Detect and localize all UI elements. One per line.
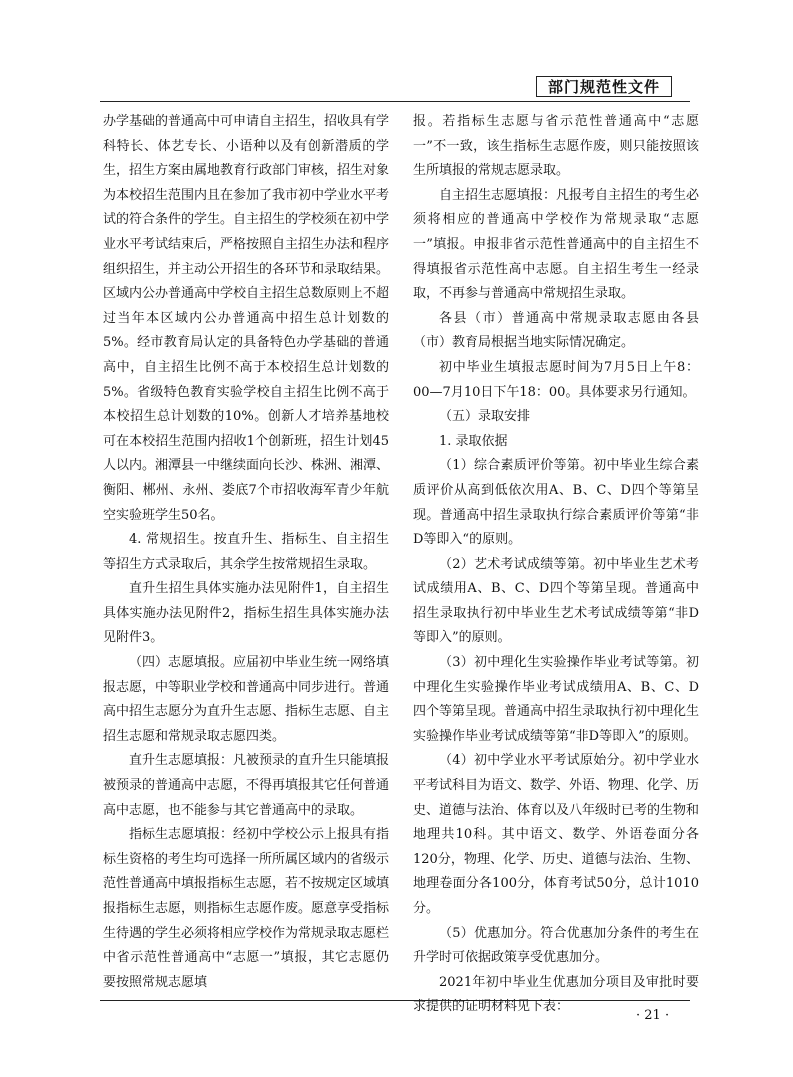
- paragraph: 2021年初中毕业生优惠加分项目及审批时要求提供的证明材料见下表：: [413, 974, 699, 1015]
- section-heading: （五）录取安排: [439, 409, 531, 425]
- paragraph: 指标生志愿填报：经初中学校公示上报具有指标生资格的考生均可选择一所所属区域内的省级示范性普通高中填报指标生志愿，若不按规定区域填报指标生志愿，则指标生志愿作废。愿意享受指标生待遇的学生必须将相应学校作为常规录取志愿栏中省示范性普通高中“志愿一”填报，其它志愿仍要按照常规志愿填: [103, 827, 390, 990]
- footer-rule: [100, 1000, 690, 1001]
- right-column: [413, 110, 699, 1020]
- paragraph: 办学基础的普通高中可申请自主招生，招收具有学科特长、体艺专长、小语种以及有创新潜质的学生，招生方案由属地教育行政部门审核，招生对象为本校招生范围内且在参加了我市初中学业水平考试的符合条件的学生。自主招生的学校须在初中学业水平考试结束后，严格按照自主招生办法和程序组织招生，并主动公开招生的各环节和录取结果。区域内公办普通高中学校自主招生总数原则上不超过当年本区域内公办普通高中招生总计划数的5%。经市教育局认定的具备特色办学基础的普通高中，自主招生比例不高于本校招生总计划数的5%。省级特色教育实验学校自主招生比例不高于本校招生总计划数的10%。创新人才培养基地校可在本校招生范围内招收1个创新班，招生计划45人以内。湘潭县一中继续面向长沙、株洲、湘潭、衡阳、郴州、永州、娄底7个市招收海军青少年航空实验班学生50名。: [103, 114, 390, 523]
- section-label: 部门规范性文件: [536, 76, 672, 97]
- paragraph: 自主招生志愿填报：凡报考自主招生的考生必须将相应的普通高中学校作为常规录取“志愿一”填报。申报非省示范性普通高中的自主招生不得填报省示范性高中志愿。自主招生考生一经录取，不再参与普通高中常规招生录取。: [413, 187, 700, 302]
- paragraph: 4. 常规招生。按直升生、指标生、自主招生等招生方式录取后，其余学生按常规招生录取。: [103, 532, 389, 572]
- paragraph: 直升生招生具体实施办法见附件1，自主招生具体实施办法见附件2，指标生招生具体实施办法见附件3。: [103, 581, 389, 646]
- paragraph: （四）志愿填报。应届初中毕业生统一网络填报志愿，中等职业学校和普通高中同步进行。普通高中招生志愿分为直升生志愿、指标生志愿、自主招生志愿和常规录取志愿四类。: [103, 655, 390, 744]
- paragraph: （1）综合素质评价等第。初中毕业生综合素质评价从高到低依次用A、B、C、D四个等第呈现。普通高中招生录取执行综合素质评价等第“非D等即入“的原则。: [413, 458, 699, 548]
- paragraph: 各县（市）普通高中常规录取志愿由各县（市）教育局根据当地实际情况确定。: [413, 310, 699, 351]
- paragraph: （5）优惠加分。符合优惠加分条件的考生在升学时可依据政策享受优惠加分。: [413, 925, 699, 966]
- paragraph: 直升生志愿填报：凡被预录的直升生只能填报被预录的普通高中志愿，不得再填报其它任何普通高中志愿，也不能参与其它普通高中的录取。: [103, 753, 390, 818]
- left-column: [103, 110, 389, 995]
- paragraph: 初中毕业生填报志愿时间为7月5日上午8：00—7月10日下午18：00。具体要求另行通知。: [413, 359, 699, 400]
- page-number: · 21 ·: [636, 1008, 670, 1023]
- paragraph: （2）艺术考试成绩等第。初中毕业生艺术考试成绩用A、B、C、D四个等第呈现。普通高中招生录取执行初中毕业生艺术考试成绩等第“非D等即入”的原则。: [413, 556, 699, 646]
- paragraph: 报。若指标生志愿与省示范性普通高中“志愿一”不一致，该生指标生志愿作废，则只能按照该生所填报的常规志愿录取。: [413, 114, 699, 179]
- paragraph: （4）初中学业水平考试原始分。初中学业水平考试科目为语文、数学、外语、物理、化学、历史、道德与法治、体育以及八年级时已考的生物和地理共10科。其中语文、数学、外语卷面分各120分，物理、化学、历史、道德与法治、生物、地理卷面分各100分，体育考试50分，总计1010分。: [413, 753, 700, 916]
- header-rule: [100, 101, 690, 102]
- subsection-heading: 1. 录取依据: [439, 433, 508, 449]
- paragraph: （3）初中理化生实验操作毕业考试等第。初中理化生实验操作毕业考试成绩用A、B、C、D四个等第呈现。普通高中招生录取执行初中理化生实验操作毕业考试成绩等第“非D等即入”的原则。: [413, 655, 700, 744]
